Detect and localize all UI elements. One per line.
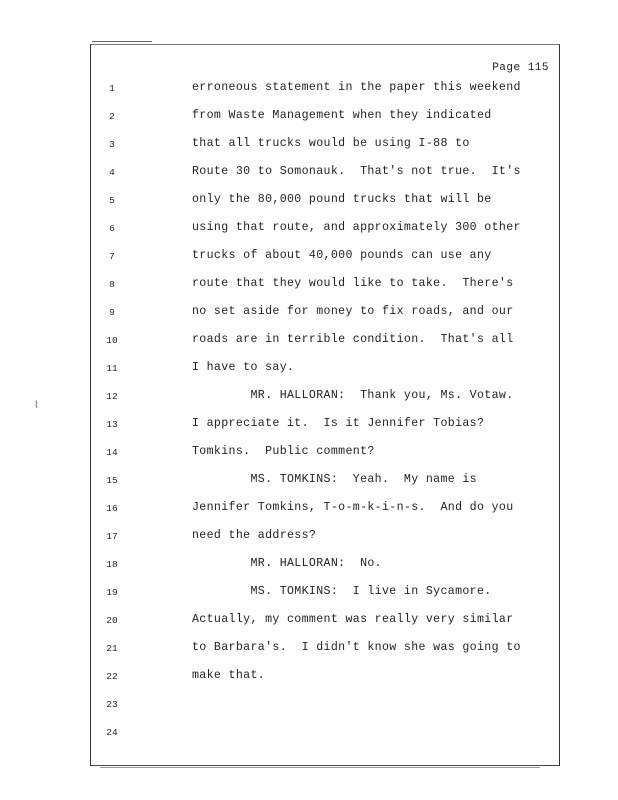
- line-number: 12: [106, 391, 118, 402]
- line-text: I appreciate it. Is it Jennifer Tobias?: [192, 417, 485, 430]
- transcript-line: [91, 361, 559, 377]
- line-text: I have to say.: [192, 361, 295, 374]
- line-number: 16: [106, 503, 118, 514]
- line-text: Actually, my comment was really very similar: [192, 613, 514, 626]
- transcript-line: [91, 529, 559, 545]
- line-number: 19: [106, 587, 118, 598]
- line-text: Jennifer Tomkins, T-o-m-k-i-n-s. And do you: [192, 501, 514, 514]
- line-number: 3: [109, 139, 115, 150]
- transcript-line: [91, 641, 559, 657]
- line-number: 11: [106, 363, 118, 374]
- line-number: 22: [106, 671, 118, 682]
- line-number: 17: [106, 531, 118, 542]
- line-number: 8: [109, 279, 115, 290]
- transcript-line: [91, 389, 559, 405]
- line-number: 21: [106, 643, 118, 654]
- line-text: MR. HALLORAN: No.: [192, 557, 382, 570]
- scan-artifact-top: [92, 41, 152, 42]
- line-number: 10: [106, 335, 118, 346]
- line-text: make that.: [192, 669, 266, 682]
- line-text: MS. TOMKINS: Yeah. My name is: [192, 473, 477, 486]
- transcript-line: [91, 221, 559, 237]
- transcript-line: [91, 613, 559, 629]
- transcript-line: [91, 669, 559, 685]
- page-number: Page 115: [492, 62, 549, 74]
- line-number: 15: [106, 475, 118, 486]
- line-text: MS. TOMKINS: I live in Sycamore.: [192, 585, 492, 598]
- transcript-line: [91, 277, 559, 293]
- line-text: using that route, and approximately 300 other: [192, 221, 521, 234]
- line-number: 9: [109, 307, 115, 318]
- line-number: 13: [106, 419, 118, 430]
- line-text: Route 30 to Somonauk. That's not true. It's: [192, 165, 521, 178]
- scan-margin-mark: ⌇: [34, 401, 39, 412]
- line-text: erroneous statement in the paper this weekend: [192, 81, 521, 94]
- line-text: that all trucks would be using I-88 to: [192, 137, 470, 150]
- line-number: 14: [106, 447, 118, 458]
- line-number: 18: [106, 559, 118, 570]
- transcript-line: [91, 473, 559, 489]
- transcript-line: [91, 305, 559, 321]
- line-text: no set aside for money to fix roads, and our: [192, 305, 514, 318]
- line-number: 20: [106, 615, 118, 626]
- line-number: 2: [109, 111, 115, 122]
- transcript-line: [91, 697, 559, 713]
- transcript-line: [91, 417, 559, 433]
- line-number: 7: [109, 251, 115, 262]
- line-number: 4: [109, 167, 115, 178]
- transcript-line: [91, 137, 559, 153]
- line-number: 24: [106, 727, 118, 738]
- transcript-line: [91, 249, 559, 265]
- transcript-line: [91, 193, 559, 209]
- scan-artifact-bottom: [100, 767, 540, 768]
- line-text: to Barbara's. I didn't know she was going to: [192, 641, 521, 654]
- transcript-line: [91, 557, 559, 573]
- transcript-line: [91, 501, 559, 517]
- line-text: only the 80,000 pound trucks that will be: [192, 193, 492, 206]
- transcript-line: [91, 333, 559, 349]
- transcript-line: [91, 445, 559, 461]
- line-text: route that they would like to take. There's: [192, 277, 514, 290]
- line-text: Tomkins. Public comment?: [192, 445, 375, 458]
- line-text: roads are in terrible condition. That's all: [192, 333, 514, 346]
- line-number: 1: [109, 83, 115, 94]
- transcript-page: [90, 44, 560, 766]
- transcript-line: [91, 585, 559, 601]
- transcript-line: [91, 725, 559, 741]
- line-text: need the address?: [192, 529, 317, 542]
- line-number: 6: [109, 223, 115, 234]
- transcript-line: [91, 109, 559, 125]
- line-text: MR. HALLORAN: Thank you, Ms. Votaw.: [192, 389, 514, 402]
- transcript-line: [91, 81, 559, 97]
- transcript-line: [91, 165, 559, 181]
- line-number: 23: [106, 699, 118, 710]
- line-text: from Waste Management when they indicated: [192, 109, 492, 122]
- line-number: 5: [109, 195, 115, 206]
- line-text: trucks of about 40,000 pounds can use any: [192, 249, 492, 262]
